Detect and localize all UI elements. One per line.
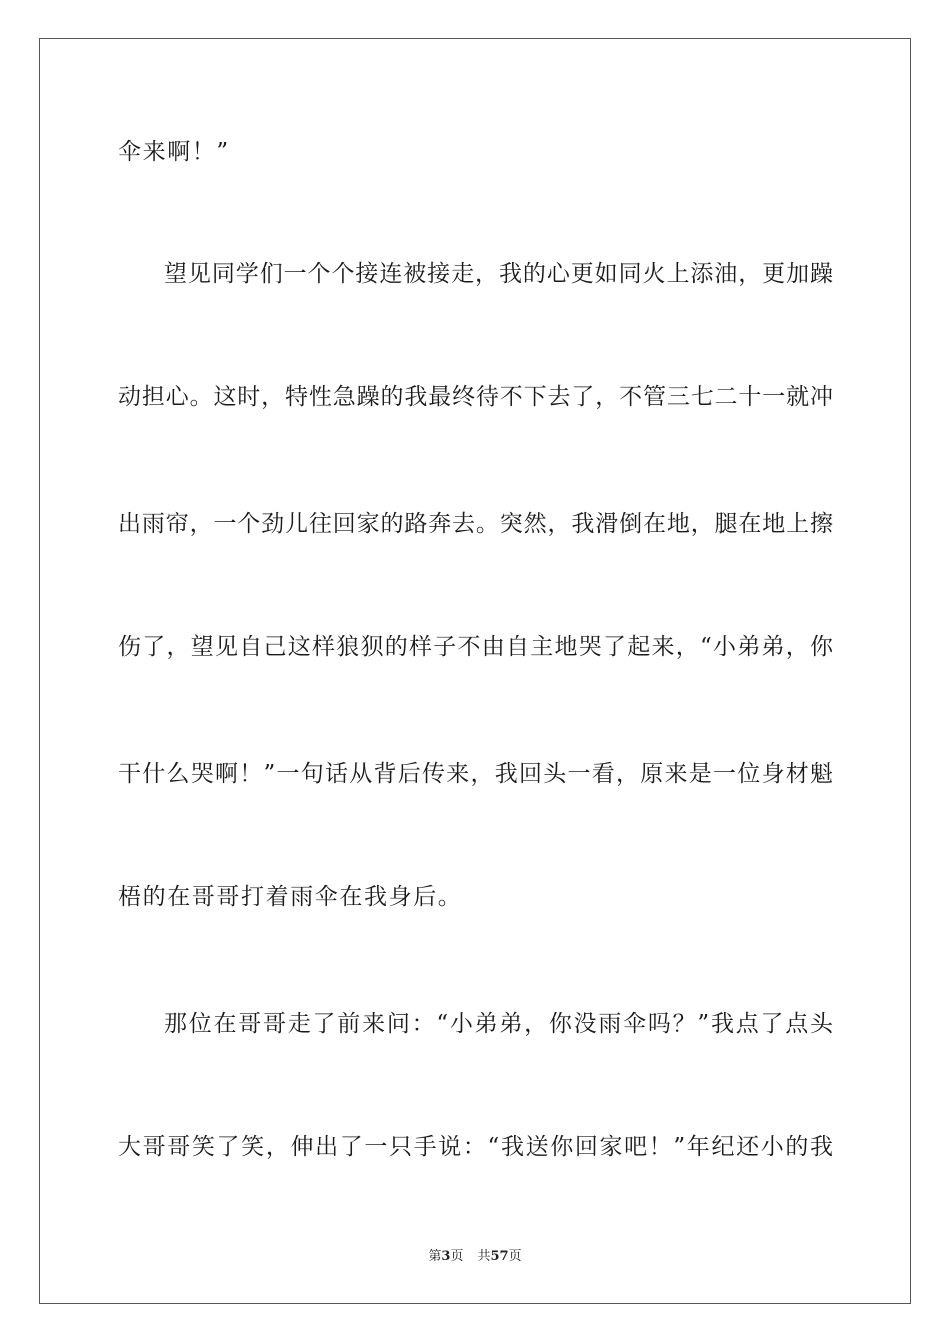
page-footer <box>0 1248 950 1266</box>
total-prefix: 共 <box>477 1249 491 1264</box>
text-line-7: 梧的在哥哥打着雨伞在我身后。 <box>118 884 463 910</box>
text-line-8: 那位在哥哥走了前来问：“小弟弟，你没雨伞吗？”我点了点头 <box>164 1011 833 1037</box>
total-pages: 57 <box>490 1249 509 1264</box>
text-line-6: 干什么哭啊！”一句话从背后传来，我回头一看，原来是一位身材魁 <box>118 761 833 787</box>
text-line-5: 伤了，望见自己这样狼狈的样子不由自主地哭了起来，“小弟弟，你 <box>118 634 833 660</box>
page-suffix: 页 <box>450 1249 464 1264</box>
text-line-2: 望见同学们一个个接连被接走，我的心更如同火上添油，更加躁 <box>164 261 833 287</box>
total-suffix: 页 <box>508 1249 522 1264</box>
text-line-4: 出雨帘，一个劲儿往回家的路奔去。突然，我滑倒在地，腿在地上擦 <box>118 511 833 537</box>
text-line-1: 伞来啊！” <box>118 139 230 165</box>
page-prefix: 第 <box>428 1249 442 1264</box>
text-line-3: 动担心。这时，特性急躁的我最终待不下去了，不管三七二十一就冲 <box>118 384 833 410</box>
page-border <box>39 38 911 1304</box>
page-number: 3 <box>441 1249 451 1264</box>
text-line-9: 大哥哥笑了笑，伸出了一只手说：“我送你回家吧！”年纪还小的我 <box>118 1134 833 1160</box>
